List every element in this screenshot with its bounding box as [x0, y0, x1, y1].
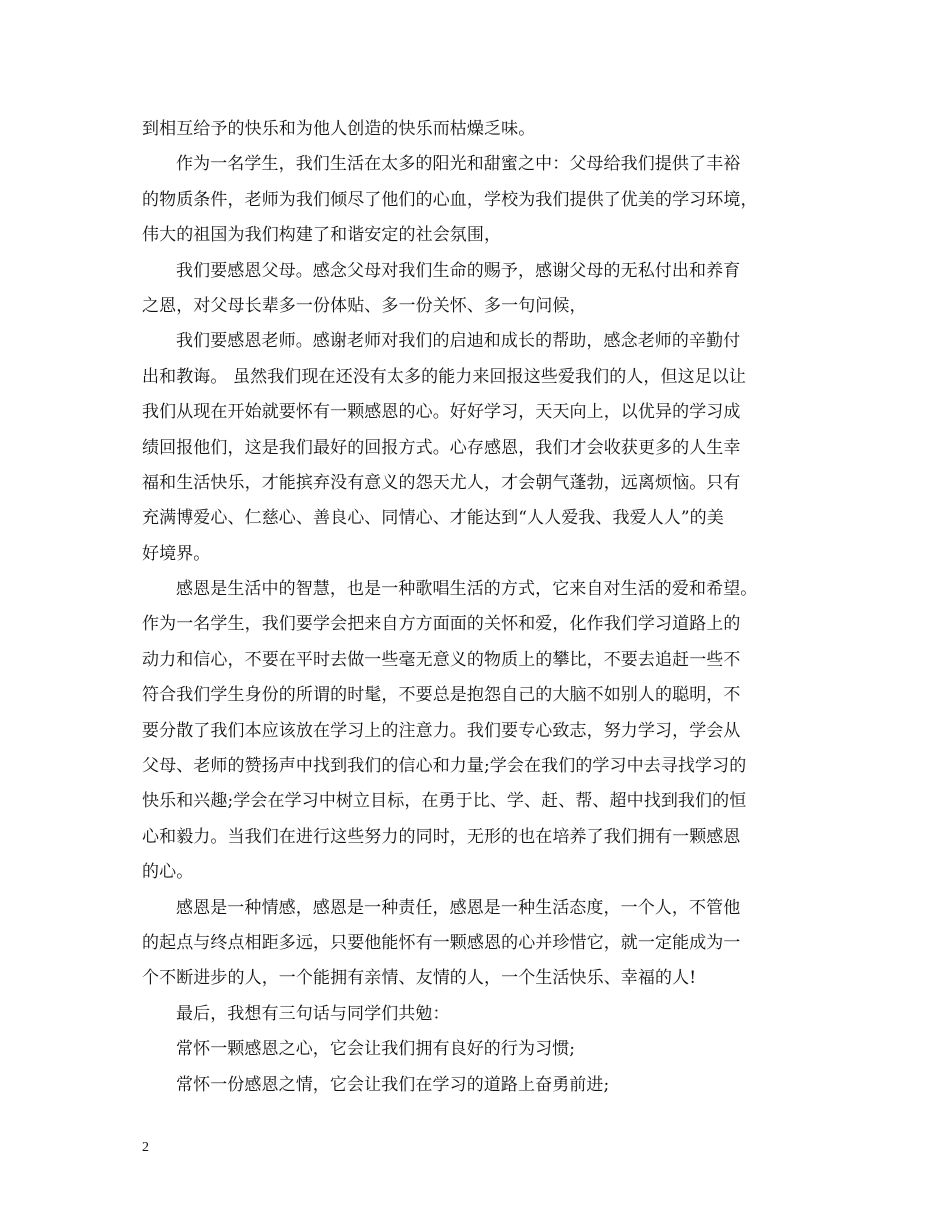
text-line: 符合我们学生身份的所谓的时髦，不要总是抱怨自己的大脑不如别人的聪明，不	[142, 685, 741, 706]
text-line: 常怀一颗感恩之心，它会让我们拥有良好的行为习惯;	[176, 1039, 576, 1060]
text-line: 我们要感恩父母。感念父母对我们生命的赐予，感谢父母的无私付出和养育	[176, 260, 741, 281]
text-line: 出和教诲。 虽然我们现在还没有太多的能力来回报这些爱我们的人，但这足以让	[142, 366, 747, 387]
text-line: 快乐和兴趣;学会在学习中树立目标，在勇于比、学、赶、帮、超中找到我们的恒	[142, 791, 747, 812]
text-line: 动力和信心，不要在平时去做一些毫无意义的物质上的攀比，不要去追赶一些不	[142, 649, 741, 670]
text-line: 的起点与终点相距多远，只要他能怀有一颗感恩的心并珍惜它，就一定能成为一	[142, 932, 741, 953]
text-line: 最后，我想有三句话与同学们共勉：	[176, 1003, 450, 1024]
text-line: 心和毅力。当我们在进行这些努力的同时，无形的也在培养了我们拥有一颗感恩	[142, 826, 741, 847]
text-line: 我们要感恩老师。感谢老师对我们的启迪和成长的帮助，感念老师的辛勤付	[176, 331, 741, 352]
text-line: 的心。	[142, 862, 194, 883]
text-line: 作为一名学生，我们要学会把来自方方面面的关怀和爱，化作我们学习道路上的	[142, 614, 741, 635]
text-line: 父母、老师的赞扬声中找到我们的信心和力量;学会在我们的学习中去寻找学习的	[142, 756, 747, 777]
text-line: 绩回报他们，这是我们最好的回报方式。心存感恩，我们才会收获更多的人生幸	[142, 437, 741, 458]
text-line: 感恩是生活中的智慧，也是一种歌唱生活的方式，它来自对生活的爱和希望。	[176, 579, 758, 600]
page-number: 2	[142, 1140, 149, 1155]
text-line: 常怀一份感恩之情，它会让我们在学习的道路上奋勇前进;	[176, 1074, 610, 1095]
text-line: 的物质条件，老师为我们倾尽了他们的心血，学校为我们提供了优美的学习环境，	[142, 189, 758, 210]
text-line: 充满博爱心、仁慈心、善良心、同情心、才能达到“人人爱我、我爱人人”的美	[142, 508, 724, 529]
text-line: 个不断进步的人，一个能拥有亲情、友情的人，一个生活快乐、幸福的人!	[142, 968, 697, 989]
text-line: 伟大的祖国为我们构建了和谐安定的社会氛围，	[142, 225, 502, 246]
text-line: 我们从现在开始就要怀有一颗感恩的心。好好学习，天天向上，以优异的学习成	[142, 402, 741, 423]
text-line: 作为一名学生，我们生活在太多的阳光和甜蜜之中：父母给我们提供了丰裕	[176, 154, 741, 175]
text-line: 之恩，对父母长辈多一份体贴、多一份关怀、多一句问候，	[142, 295, 587, 316]
text-line: 好境界。	[142, 543, 211, 564]
document-body	[142, 117, 812, 1108]
text-line: 到相互给予的快乐和为他人创造的快乐而枯燥乏味。	[142, 119, 536, 139]
text-line: 福和生活快乐，才能摈弃没有意义的怨天尤人，才会朝气蓬勃，远离烦恼。只有	[142, 472, 741, 493]
text-line: 要分散了我们本应该放在学习上的注意力。我们要专心致志，努力学习，学会从	[142, 720, 741, 741]
text-line: 感恩是一种情感，感恩是一种责任，感恩是一种生活态度，一个人，不管他	[176, 897, 741, 918]
